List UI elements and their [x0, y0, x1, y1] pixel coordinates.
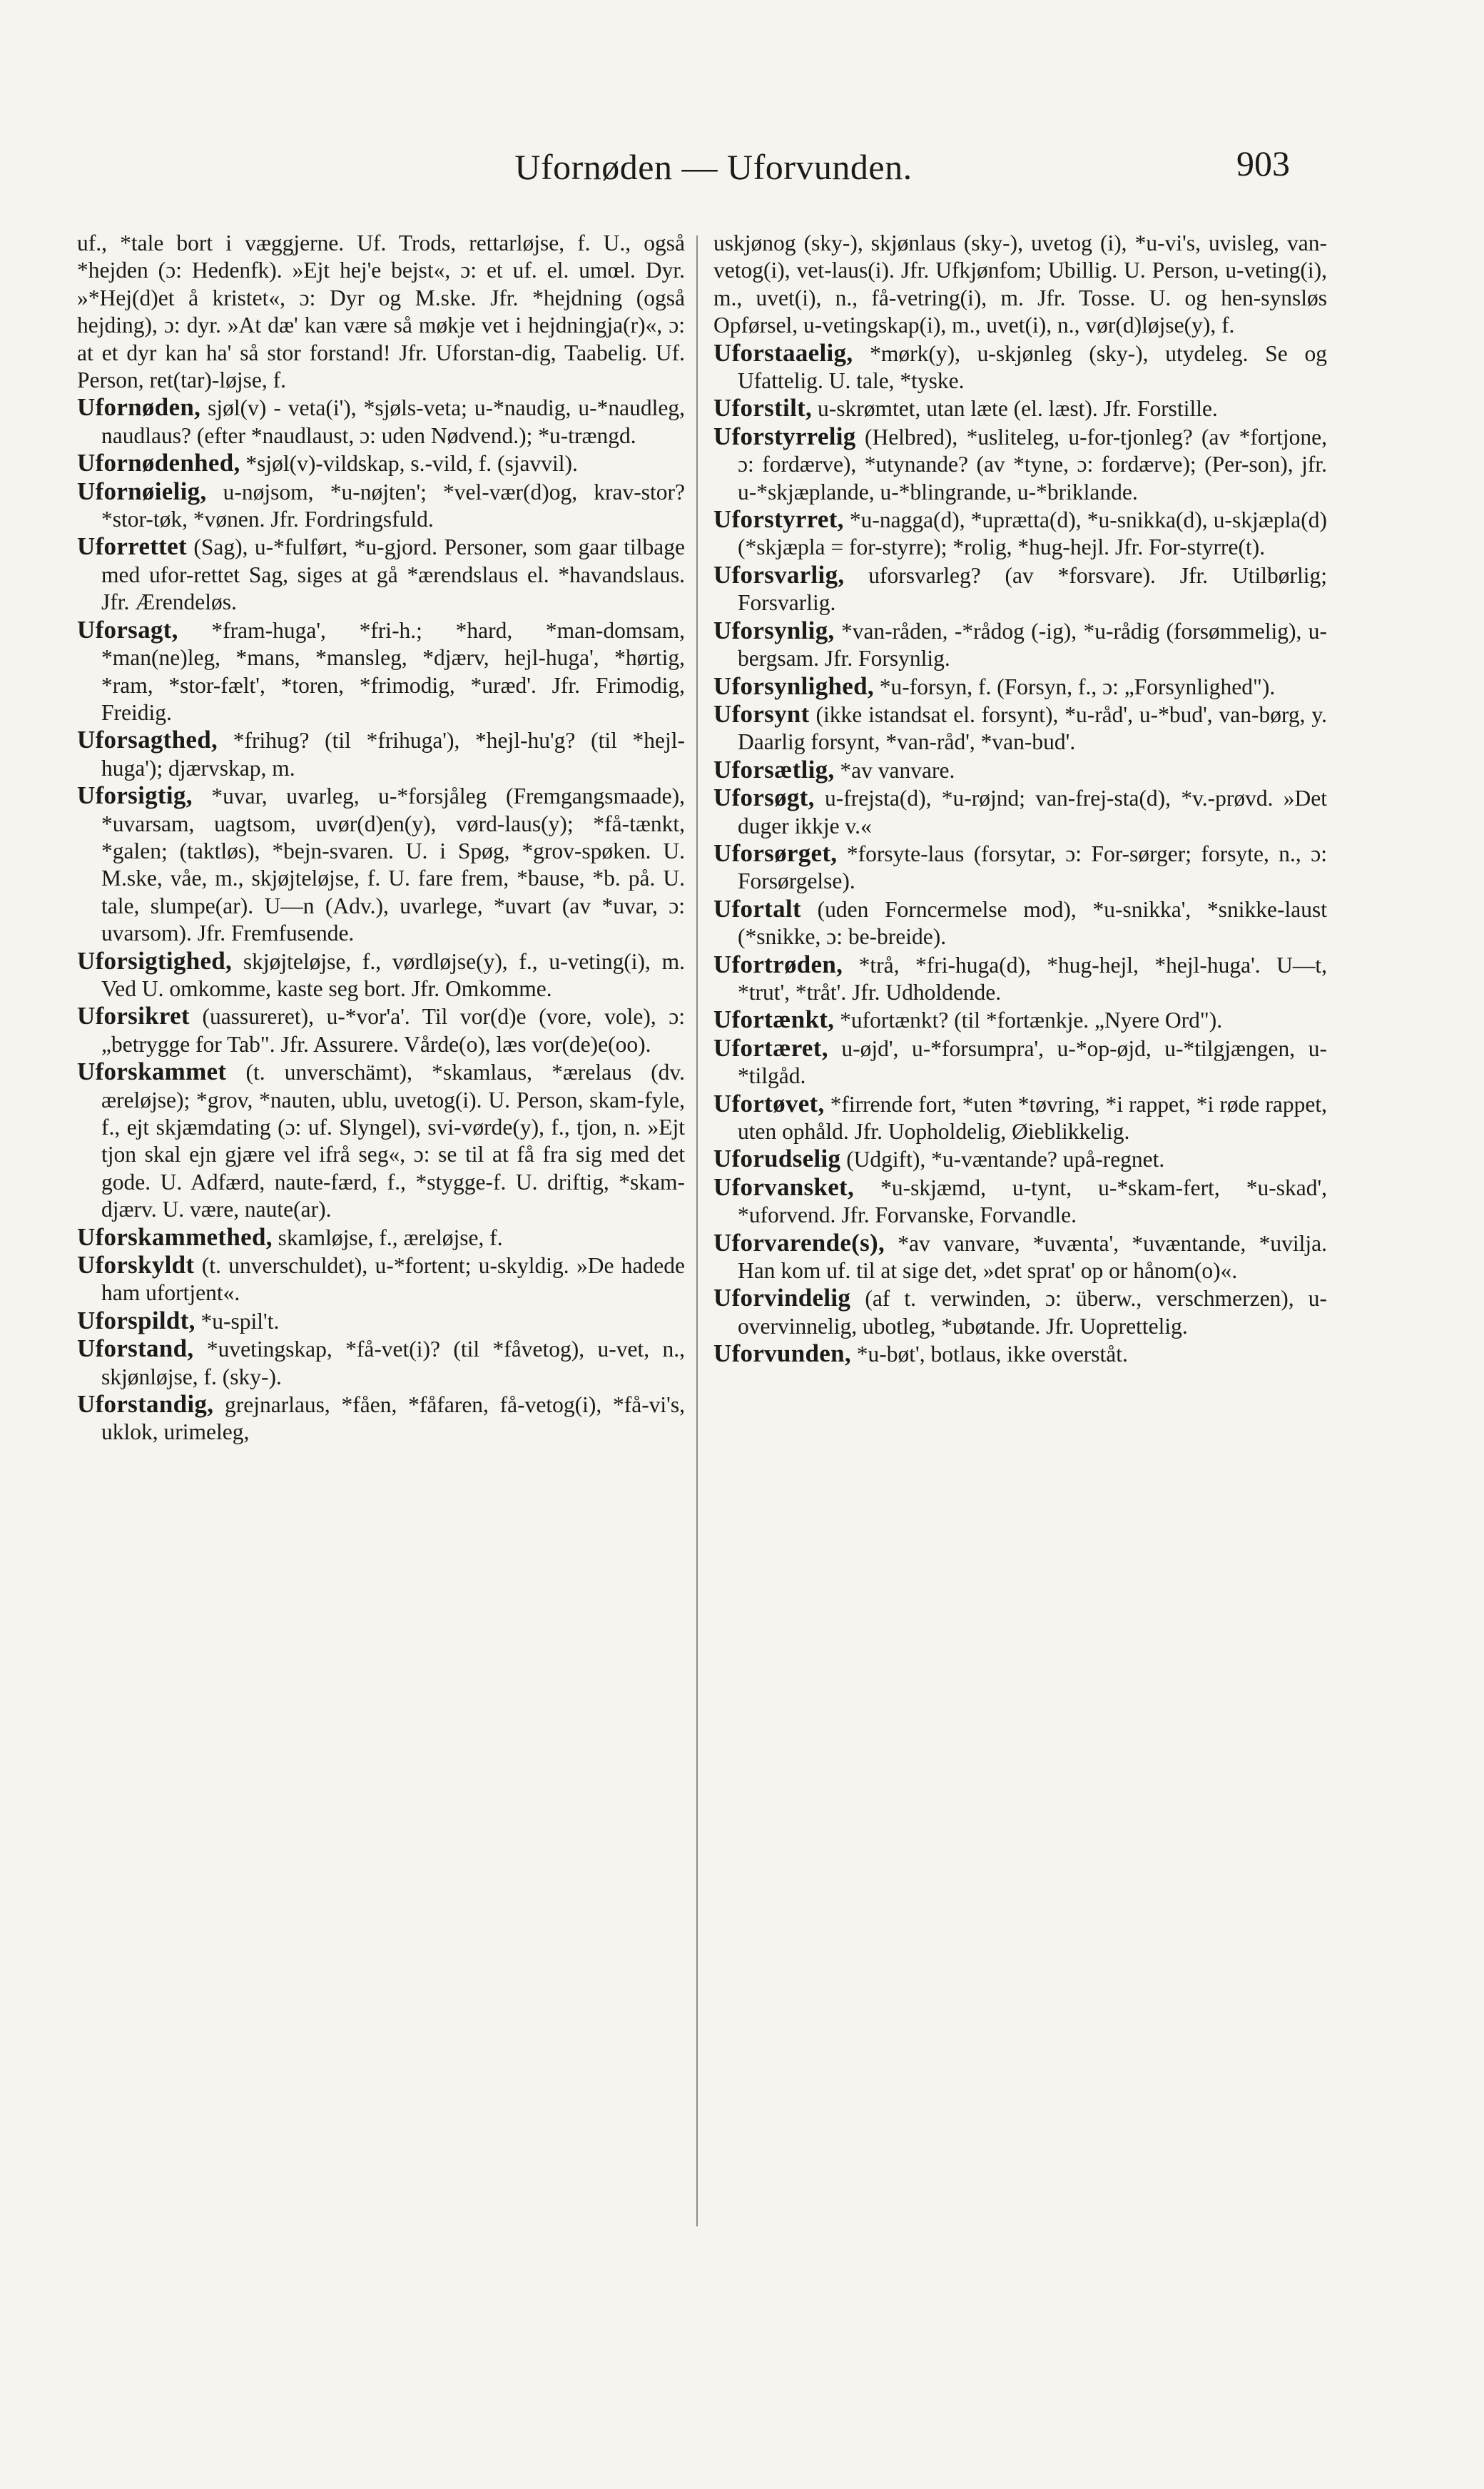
entry-definition: *av vanvare, *uvænta', *uvæntande, *uvilja. Han kom uf. til at sige det, »det sprat' op or hånom(o)«.	[738, 1230, 1328, 1284]
entry-definition: (ikke istandsat el. forsynt), *u-råd', u-*bud', van-børg, y. Daarlig forsynt, *van-råd', *van-bud'.	[738, 701, 1327, 755]
entry-definition: *u-skjæmd, u-tynt, u-*skam-fert, *u-skad', *uforvend. Jfr. Forvanske, Forvandle.	[738, 1175, 1328, 1228]
entry-headword: Uforskammethed,	[77, 1222, 273, 1251]
dictionary-entry	[77, 478, 685, 534]
entry-definition: sjøl(v) - veta(i'), *sjøls-veta; u-*naudig, u-*naudleg, naudlaus? (efter *naudlaust, ɔ: uden Nødvend.); *u-trængd.	[101, 395, 685, 448]
entry-headword: Uforsørget,	[713, 838, 838, 867]
column-divider	[696, 235, 698, 2226]
dictionary-entry	[77, 1224, 685, 1252]
entry-headword: Uforsynlig,	[713, 616, 835, 644]
dictionary-entry	[713, 1230, 1327, 1285]
entry-definition: u-skrømtet, utan læte (el. læst). Jfr. Forstille.	[817, 396, 1218, 422]
entry-definition: *mørk(y), u-skjønleg (sky-), utydeleg. Se og Ufattelig. U. tale, *tyske.	[738, 340, 1328, 394]
dictionary-entry	[713, 673, 1327, 701]
entry-headword: Uforstilt,	[713, 394, 813, 422]
entry-definition: (af t. verwinden, ɔ: überw., verschmerzen), u-overvinnelig, ubotleg, *ubøtande. Jfr. Uoprettelig.	[738, 1286, 1328, 1339]
entry-headword: Ufornøden,	[77, 393, 201, 422]
entry-headword: Ufortænkt,	[713, 1005, 835, 1034]
dictionary-entry	[77, 230, 685, 394]
dictionary-entry	[713, 1006, 1327, 1034]
entry-definition: uforsvarleg? (av *forsvare). Jfr. Utilbørlig; Forsvarlig.	[738, 562, 1328, 616]
entry-definition: *u-spil't.	[200, 1308, 280, 1334]
dictionary-entry	[77, 533, 685, 616]
entry-headword: Uforstandig,	[77, 1390, 214, 1419]
entry-definition: uf., *tale bort i væggjerne. Uf. Trods, rettarløjse, f. U., også *hejden (ɔ: Hedenfk). »Ejt hej'e bejst«, ɔ: et uf. el. umœl. Dyr. »*Hej(d)et å kristet«, ɔ: Dyr og M.ske. Jfr. *hejdning (også hejding), ɔ: dyr. »At dæ' kan være så møkje vet i hejdningja(r)«, ɔ: at et dyr kan ha' så stor forstand! Jfr. Uforstan-dig, Taabelig. Uf. Person, ret(tar)-løjse, f.	[77, 230, 685, 393]
entry-headword: Uforsynt	[713, 699, 810, 728]
entry-definition: *uvetingskap, *få-vet(i)? (til *fåvetog), u-vet, n., skjønløjse, f. (sky-).	[101, 1337, 686, 1389]
dictionary-entry	[77, 782, 685, 947]
entry-definition: *sjøl(v)-vildskap, s.-vild, f. (sjavvil).	[245, 451, 578, 477]
entry-definition: skamløjse, f., æreløjse, f.	[278, 1225, 503, 1250]
entry-headword: Ufortrøden,	[713, 950, 843, 978]
dictionary-entry	[713, 896, 1327, 951]
entry-definition: (Helbred), *usliteleg, u-for-tjonleg? (av *fortjone, ɔ: fordærve), *utynande? (av *tyne, ɔ: fordærve); (Per-son), jfr. u-*skjæplande, u-*blingrande, u-*briklande.	[738, 424, 1328, 505]
entry-definition: *u-bøt', botlaus, ikke overståt.	[856, 1342, 1128, 1367]
dictionary-entry	[713, 701, 1327, 756]
entry-headword: Ufornøielig,	[77, 477, 207, 505]
dictionary-entry	[77, 1058, 685, 1223]
dictionary-entry	[713, 395, 1327, 422]
entry-headword: Uforsigtighed,	[77, 946, 233, 975]
entry-definition: *frihug? (til *frihuga'), *hejl-hu'g? (til *hejl-huga'); djærvskap, m.	[101, 728, 685, 781]
entry-definition: uskjønog (sky-), skjønlaus (sky-), uvetog (i), *u-vi's, uvisleg, van-vetog(i), vet-laus(i). Jfr. Ufkjønfom; Ubillig. U. Person, u-veting(i), m., uvet(i), n., få-vetring(i), m. Jfr. Tosse. U. og hen-synsløs Opførsel, u-vetingskap(i), m., uvet(i), n., vør(d)løjse(y), f.	[713, 230, 1327, 338]
entry-headword: Uforsøgt,	[713, 784, 815, 812]
dictionary-entry	[713, 1035, 1327, 1090]
entry-definition: *van-råden, -*rådog (-ig), *u-rådig (forsømmelig), u-bergsam. Jfr. Forsynlig.	[738, 618, 1328, 671]
dictionary-entry	[713, 506, 1327, 562]
entry-definition: *ufortænkt? (til *fortænkje. „Nyere Ord").	[840, 1008, 1223, 1033]
dictionary-entry	[713, 562, 1327, 617]
dictionary-entry	[713, 756, 1327, 784]
entry-headword: Uforstyrrelig	[713, 422, 856, 450]
dictionary-entry	[713, 840, 1327, 896]
entry-definition: *uvar, uvarleg, u-*forsjåleg (Fremgangsmaade), *uvarsam, uagtsom, uvør(d)en(y), vørd-laus(y); *få-tænkt, *galen; (taktløs), *bejn-svaren. U. i Spøg, *grov-spøken. U. M.ske, våe, m., skjøjteløjse, f. U. fare frem, *bause, *b. på. U. tale, slumpe(ar). U—n (Adv.), uvarlege, *uvart (av *uvar, ɔ: uvarsom). Jfr. Fremfusende.	[101, 784, 686, 946]
entry-definition: (uassureret), u-*vor'a'. Til vor(d)e (vore, vole), ɔ: „betrygge for Tab". Jfr. Assurere. Vårde(o), læs vor(de)e(oo).	[101, 1004, 686, 1057]
entry-definition: (uden Forncermelse mod), *u-snikka', *snikke-laust (*snikke, ɔ: be-breide).	[738, 896, 1328, 950]
page-number: 903	[1236, 143, 1290, 183]
dictionary-entry	[713, 230, 1327, 340]
dictionary-entry	[713, 617, 1327, 673]
running-head: Ufornøden — Uforvunden.	[514, 147, 913, 187]
entry-headword: Uforvunden,	[713, 1339, 851, 1368]
entry-definition: *forsyte-laus (forsytar, ɔ: For-sørger; forsyte, n., ɔ: Forsørgelse).	[738, 841, 1327, 894]
dictionary-entry	[713, 1090, 1327, 1146]
entry-definition: *av vanvare.	[840, 757, 955, 783]
entry-headword: Uforvansket,	[713, 1172, 855, 1201]
dictionary-entry	[77, 948, 685, 1003]
entry-headword: Uforstaaelig,	[713, 338, 853, 367]
entry-headword: Uforstand,	[77, 1334, 194, 1363]
entry-definition: (t. unverschämt), *skamlaus, *ærelaus (dv. æreløjse); *grov, *nauten, ublu, uvetog(i). U. Person, skam-fyle, f., ejt skjæmdating (ɔ: uf. Slyngel), svi-vørde(y), f., tjon, n. »Ejt tjon skal ejn gjære vel ifrå seg«, ɔ: se til at få fra sig med det gode. U. Adfærd, naute-færd, f., *stygge-f. U. driftig, *skam-djærv. U. være, naute(ar).	[101, 1060, 686, 1222]
entry-headword: Uforspildt,	[77, 1306, 195, 1334]
entry-definition: (t. unverschuldet), u-*fortent; u-skyldig. »De hadede ham ufortjent«.	[101, 1253, 685, 1306]
entry-definition: grejnarlaus, *fåen, *fåfaren, få-vetog(i), *få-vi's, uklok, urimeleg,	[101, 1392, 685, 1445]
dictionary-entry	[713, 1284, 1327, 1340]
entry-headword: Uforvindelig	[713, 1284, 851, 1312]
entry-headword: Ufortæret,	[713, 1033, 828, 1062]
entry-headword: Uforskyldt	[77, 1251, 195, 1279]
dictionary-entry	[713, 1145, 1327, 1173]
dictionary-entry	[713, 951, 1327, 1007]
dictionary-entry	[713, 423, 1327, 506]
entry-headword: Uforstyrret,	[713, 505, 844, 534]
entry-headword: Uforskammet	[77, 1058, 227, 1086]
entry-definition: *u-nagga(d), *uprætta(d), *u-snikka(d), u-skjæpla(d) (*skjæpla = for-styrre); *rolig, *hug-hejl. Jfr. For-styrre(t).	[738, 507, 1327, 560]
dictionary-entry	[77, 450, 685, 477]
entry-headword: Uforsigtig,	[77, 781, 193, 810]
entry-headword: Uforvarende(s),	[713, 1228, 885, 1257]
entry-headword: Uforudselig	[713, 1145, 841, 1173]
entry-definition: *firrende fort, *uten *tøvring, *i rappet, *i røde rappet, uten ophåld. Jfr. Uopholdelig, Øieblikkelig.	[738, 1091, 1328, 1144]
dictionary-entry	[713, 1340, 1327, 1368]
entry-definition: *u-forsyn, f. (Forsyn, f., ɔ: „Forsynlighed").	[879, 674, 1276, 699]
left-column	[77, 230, 685, 1446]
entry-headword: Ufornødenhed,	[77, 449, 240, 477]
entry-headword: Uforsvarlig,	[713, 560, 845, 589]
dictionary-entry	[713, 1174, 1327, 1230]
entry-headword: Ufortalt	[713, 894, 801, 923]
entry-headword: Uforsagthed,	[77, 726, 218, 754]
entry-headword: Ufortøvet,	[713, 1089, 825, 1117]
dictionary-entry	[77, 1003, 685, 1058]
dictionary-entry	[77, 1391, 685, 1446]
entry-headword: Uforsætlig,	[713, 755, 835, 784]
dictionary-entry	[77, 726, 685, 782]
dictionary-entry	[713, 340, 1327, 395]
entry-definition: skjøjteløjse, f., vørdløjse(y), f., u-veting(i), m. Ved U. omkomme, kaste seg bort. Jfr. Omkomme.	[101, 948, 686, 1001]
dictionary-entry	[77, 1307, 685, 1335]
dictionary-entry	[77, 1335, 685, 1391]
entry-definition: u-øjd', u-*forsumpra', u-*op-øjd, u-*tilgjængen, u-*tilgåd.	[738, 1035, 1327, 1089]
entry-headword: Uforsynlighed,	[713, 671, 874, 700]
entry-definition: *fram-huga', *fri-h.; *hard, *man-domsam, *man(ne)leg, *mans, *mansleg, *djærv, hejl-huga', *hørtig, *ram, *stor-fælt', *toren, *frimodig, *uræd'. Jfr. Frimodig, Freidig.	[101, 617, 685, 725]
entry-headword: Uforsikret	[77, 1002, 190, 1030]
dictionary-entry	[77, 394, 685, 450]
entry-headword: Uforsagt,	[77, 615, 178, 644]
entry-definition: *trå, *fri-huga(d), *hug-hejl, *hejl-huga'. U—t, *trut', *tråt'. Jfr. Udholdende.	[738, 952, 1328, 1005]
dictionary-entry	[77, 617, 685, 727]
entry-definition: u-nøjsom, *u-nøjten'; *vel-vær(d)og, krav-stor? *stor-tøk, *vønen. Jfr. Fordringsfuld.	[101, 479, 685, 532]
dictionary-entry	[77, 1252, 685, 1307]
entry-definition: u-frejsta(d), *u-røjnd; van-frej-sta(d), *v.-prøvd. »Det duger ikkje v.«	[738, 786, 1327, 838]
right-column	[713, 230, 1327, 1369]
dictionary-entry	[713, 784, 1327, 840]
entry-definition: (Sag), u-*fulført, *u-gjord. Personer, som gaar tilbage med ufor-rettet Sag, siges at gå *ærendslaus el. *havandslaus. Jfr. Ærendeløs.	[101, 534, 686, 615]
entry-definition: (Udgift), *u-væntande? upå-regnet.	[846, 1147, 1165, 1172]
entry-headword: Uforrettet	[77, 532, 187, 561]
